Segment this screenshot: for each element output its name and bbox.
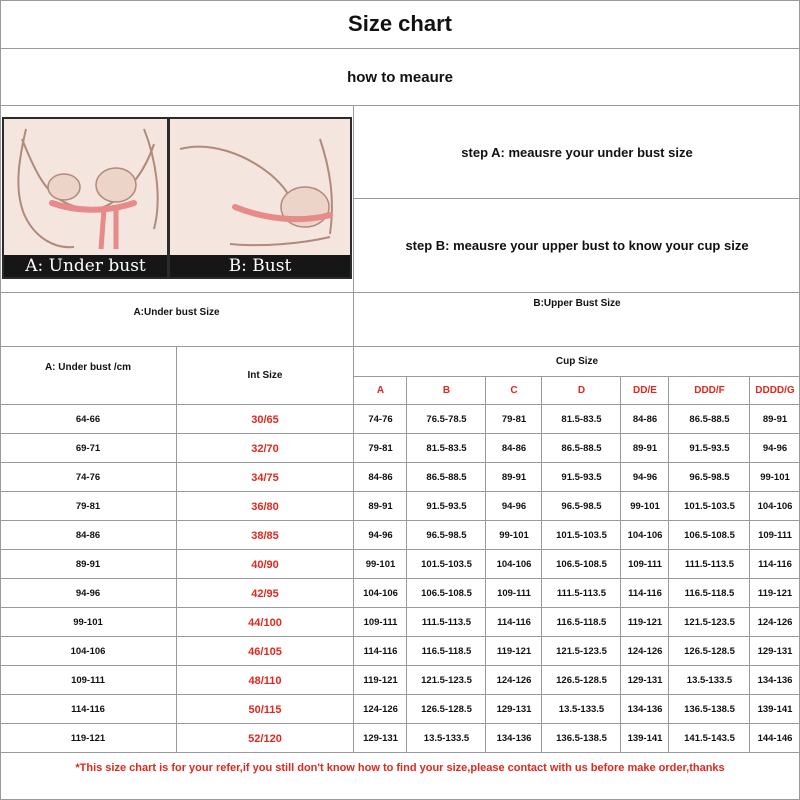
cup-cell: 104-106 bbox=[496, 559, 532, 570]
cup-cell: 114-116 bbox=[363, 646, 398, 657]
cup-cell: 13.5-133.5 bbox=[558, 704, 605, 715]
cup-cell: 114-116 bbox=[628, 588, 662, 599]
cup-cell: 134-136 bbox=[496, 733, 532, 744]
cup-cell: 126.5-128.5 bbox=[556, 675, 607, 686]
step-b-text: step B: meausre your upper bust to know your cup size bbox=[405, 238, 749, 253]
under-bust-cell: 104-106 bbox=[70, 646, 106, 657]
cup-cell: 111.5-113.5 bbox=[556, 588, 607, 599]
int-size-cell: 30/65 bbox=[251, 413, 279, 426]
cup-cell: 141.5-143.5 bbox=[684, 733, 735, 744]
int-size-cell: 50/115 bbox=[248, 703, 282, 716]
cup-cell: 101.5-103.5 bbox=[684, 501, 735, 512]
cup-cell: 129-131 bbox=[496, 704, 532, 715]
int-size-cell: 44/100 bbox=[248, 616, 282, 629]
int-size-cell: 46/105 bbox=[248, 645, 282, 658]
cup-cell: 104-106 bbox=[627, 530, 663, 541]
cup-cell: 91.5-93.5 bbox=[689, 443, 730, 454]
cup-cell: 109-111 bbox=[363, 617, 398, 628]
cup-size-header: Cup Size bbox=[555, 356, 599, 367]
cup-cell: 106.5-108.5 bbox=[421, 588, 472, 599]
cup-cell: 144-146 bbox=[757, 733, 793, 744]
under-bust-cell: 79-81 bbox=[75, 501, 101, 512]
cup-cell: 89-91 bbox=[632, 443, 658, 454]
cup-cell: 114-116 bbox=[758, 559, 792, 570]
cup-cell: 124-126 bbox=[757, 617, 793, 628]
int-size-cell: 52/120 bbox=[248, 732, 282, 745]
int-size-cell: 38/85 bbox=[251, 529, 279, 542]
cup-header-ddd-f: DDD/F bbox=[694, 385, 725, 396]
cup-cell: 99-101 bbox=[630, 501, 660, 512]
cup-header-a: A bbox=[376, 385, 385, 396]
cup-header-dddd-g: DDDD/G bbox=[755, 385, 795, 396]
under-bust-cell: 119-121 bbox=[70, 733, 106, 744]
cup-cell: 121.5-123.5 bbox=[556, 646, 607, 657]
how-to-measure-heading: how to meaure bbox=[347, 68, 453, 86]
cup-cell: 84-86 bbox=[632, 414, 658, 425]
cup-cell: 94-96 bbox=[501, 501, 527, 512]
cup-cell: 119-121 bbox=[363, 675, 398, 686]
cup-cell: 74-76 bbox=[368, 414, 393, 425]
cup-cell: 121.5-123.5 bbox=[684, 617, 735, 628]
int-size-cell: 36/80 bbox=[251, 500, 279, 513]
cup-cell: 124-126 bbox=[627, 646, 663, 657]
cup-cell: 94-96 bbox=[368, 530, 393, 541]
cup-cell: 96.5-98.5 bbox=[689, 472, 730, 483]
cup-cell: 111.5-113.5 bbox=[421, 617, 472, 628]
upper-bust-size-header: B:Upper Bust Size bbox=[533, 297, 621, 309]
under-bust-photo bbox=[2, 117, 169, 279]
cup-header-dd-e: DD/E bbox=[633, 385, 657, 396]
cup-cell: 114-116 bbox=[497, 617, 531, 628]
under-bust-cell: 109-111 bbox=[71, 675, 105, 686]
cup-cell: 129-131 bbox=[363, 733, 398, 744]
under-bust-cell: 84-86 bbox=[75, 530, 101, 541]
cup-cell: 109-111 bbox=[497, 588, 531, 599]
cup-cell: 116.5-118.5 bbox=[684, 588, 735, 599]
cup-cell: 81.5-83.5 bbox=[561, 414, 602, 425]
cup-cell: 79-81 bbox=[368, 443, 393, 454]
cup-cell: 79-81 bbox=[501, 414, 527, 425]
bust-caption: B: Bust bbox=[170, 255, 350, 277]
cup-header-d: D bbox=[577, 385, 586, 396]
int-size-cell: 40/90 bbox=[251, 558, 279, 571]
cup-header-b: B bbox=[442, 385, 451, 396]
under-bust-cell: 89-91 bbox=[75, 559, 101, 570]
cup-cell: 89-91 bbox=[762, 414, 788, 425]
cup-cell: 119-121 bbox=[496, 646, 532, 657]
cup-cell: 134-136 bbox=[757, 675, 793, 686]
cup-cell: 104-106 bbox=[363, 588, 398, 599]
cup-header-c: C bbox=[510, 385, 518, 396]
cup-cell: 116.5-118.5 bbox=[421, 646, 472, 657]
under-bust-caption: A: Under bust bbox=[4, 255, 167, 277]
cup-cell: 91.5-93.5 bbox=[426, 501, 467, 512]
cup-cell: 104-106 bbox=[757, 501, 793, 512]
cup-cell: 139-141 bbox=[757, 704, 793, 715]
cup-cell: 84-86 bbox=[501, 443, 527, 454]
cup-cell: 99-101 bbox=[499, 530, 529, 541]
cup-cell: 99-101 bbox=[365, 559, 396, 570]
cup-cell: 99-101 bbox=[760, 472, 790, 483]
cup-cell: 136.5-138.5 bbox=[684, 704, 735, 715]
cup-cell: 106.5-108.5 bbox=[684, 530, 735, 541]
footer-note: *This size chart is for your refer,if you still don't know how to find your size,please contact with us before make order,thanks bbox=[75, 762, 725, 774]
cup-cell: 76.5-78.5 bbox=[426, 414, 467, 425]
cup-cell: 126.5-128.5 bbox=[421, 704, 472, 715]
cup-cell: 96.5-98.5 bbox=[426, 530, 467, 541]
cup-cell: 124-126 bbox=[496, 675, 532, 686]
cup-cell: 94-96 bbox=[762, 443, 788, 454]
cup-cell: 96.5-98.5 bbox=[561, 501, 602, 512]
under-bust-cell: 69-71 bbox=[75, 443, 101, 454]
cup-cell: 101.5-103.5 bbox=[421, 559, 472, 570]
cup-cell: 126.5-128.5 bbox=[684, 646, 735, 657]
under-bust-cell: 74-76 bbox=[75, 472, 101, 483]
cup-cell: 116.5-118.5 bbox=[556, 617, 607, 628]
cup-cell: 119-121 bbox=[757, 588, 793, 599]
cup-cell: 129-131 bbox=[627, 675, 663, 686]
cup-cell: 129-131 bbox=[757, 646, 793, 657]
cup-cell: 13.5-133.5 bbox=[423, 733, 470, 744]
cup-cell: 101.5-103.5 bbox=[556, 530, 607, 541]
under-bust-cell: 114-116 bbox=[71, 704, 105, 715]
cup-cell: 89-91 bbox=[501, 472, 527, 483]
cup-cell: 94-96 bbox=[632, 472, 658, 483]
int-size-cell: 32/70 bbox=[251, 442, 279, 455]
under-bust-cell: 64-66 bbox=[75, 414, 101, 425]
under-bust-size-header: A:Under bust Size bbox=[133, 306, 220, 318]
cup-cell: 106.5-108.5 bbox=[556, 559, 607, 570]
cup-cell: 86.5-88.5 bbox=[689, 414, 730, 425]
cup-cell: 124-126 bbox=[363, 704, 398, 715]
cup-cell: 86.5-88.5 bbox=[426, 472, 467, 483]
cup-cell: 139-141 bbox=[627, 733, 663, 744]
cup-cell: 89-91 bbox=[368, 501, 393, 512]
int-size-cell: 48/110 bbox=[248, 674, 282, 687]
cup-cell: 136.5-138.5 bbox=[556, 733, 607, 744]
step-a-text: step A: meausre your under bust size bbox=[461, 144, 693, 160]
cup-cell: 81.5-83.5 bbox=[426, 443, 467, 454]
under-bust-cell: 94-96 bbox=[75, 588, 101, 599]
cup-cell: 134-136 bbox=[627, 704, 663, 715]
cup-cell: 86.5-88.5 bbox=[561, 443, 602, 454]
int-size-cell: 42/95 bbox=[251, 587, 279, 600]
bust-figure bbox=[170, 119, 350, 255]
under-bust-cell: 99-101 bbox=[73, 617, 103, 628]
cup-cell: 121.5-123.5 bbox=[421, 675, 472, 686]
int-size-column-header: Int Size bbox=[247, 370, 283, 381]
cup-cell: 119-121 bbox=[627, 617, 663, 628]
cup-cell: 109-111 bbox=[628, 559, 662, 570]
cup-cell: 13.5-133.5 bbox=[686, 675, 733, 686]
cup-cell: 109-111 bbox=[758, 530, 792, 541]
cup-cell: 91.5-93.5 bbox=[561, 472, 602, 483]
under-bust-figure bbox=[4, 119, 167, 255]
cup-cell: 111.5-113.5 bbox=[684, 559, 735, 570]
cup-cell: 84-86 bbox=[368, 472, 393, 483]
under-bust-column-header: A: Under bust /cm bbox=[44, 361, 132, 373]
page-title: Size chart bbox=[348, 11, 452, 36]
int-size-cell: 34/75 bbox=[251, 471, 279, 484]
bust-photo bbox=[168, 117, 352, 279]
